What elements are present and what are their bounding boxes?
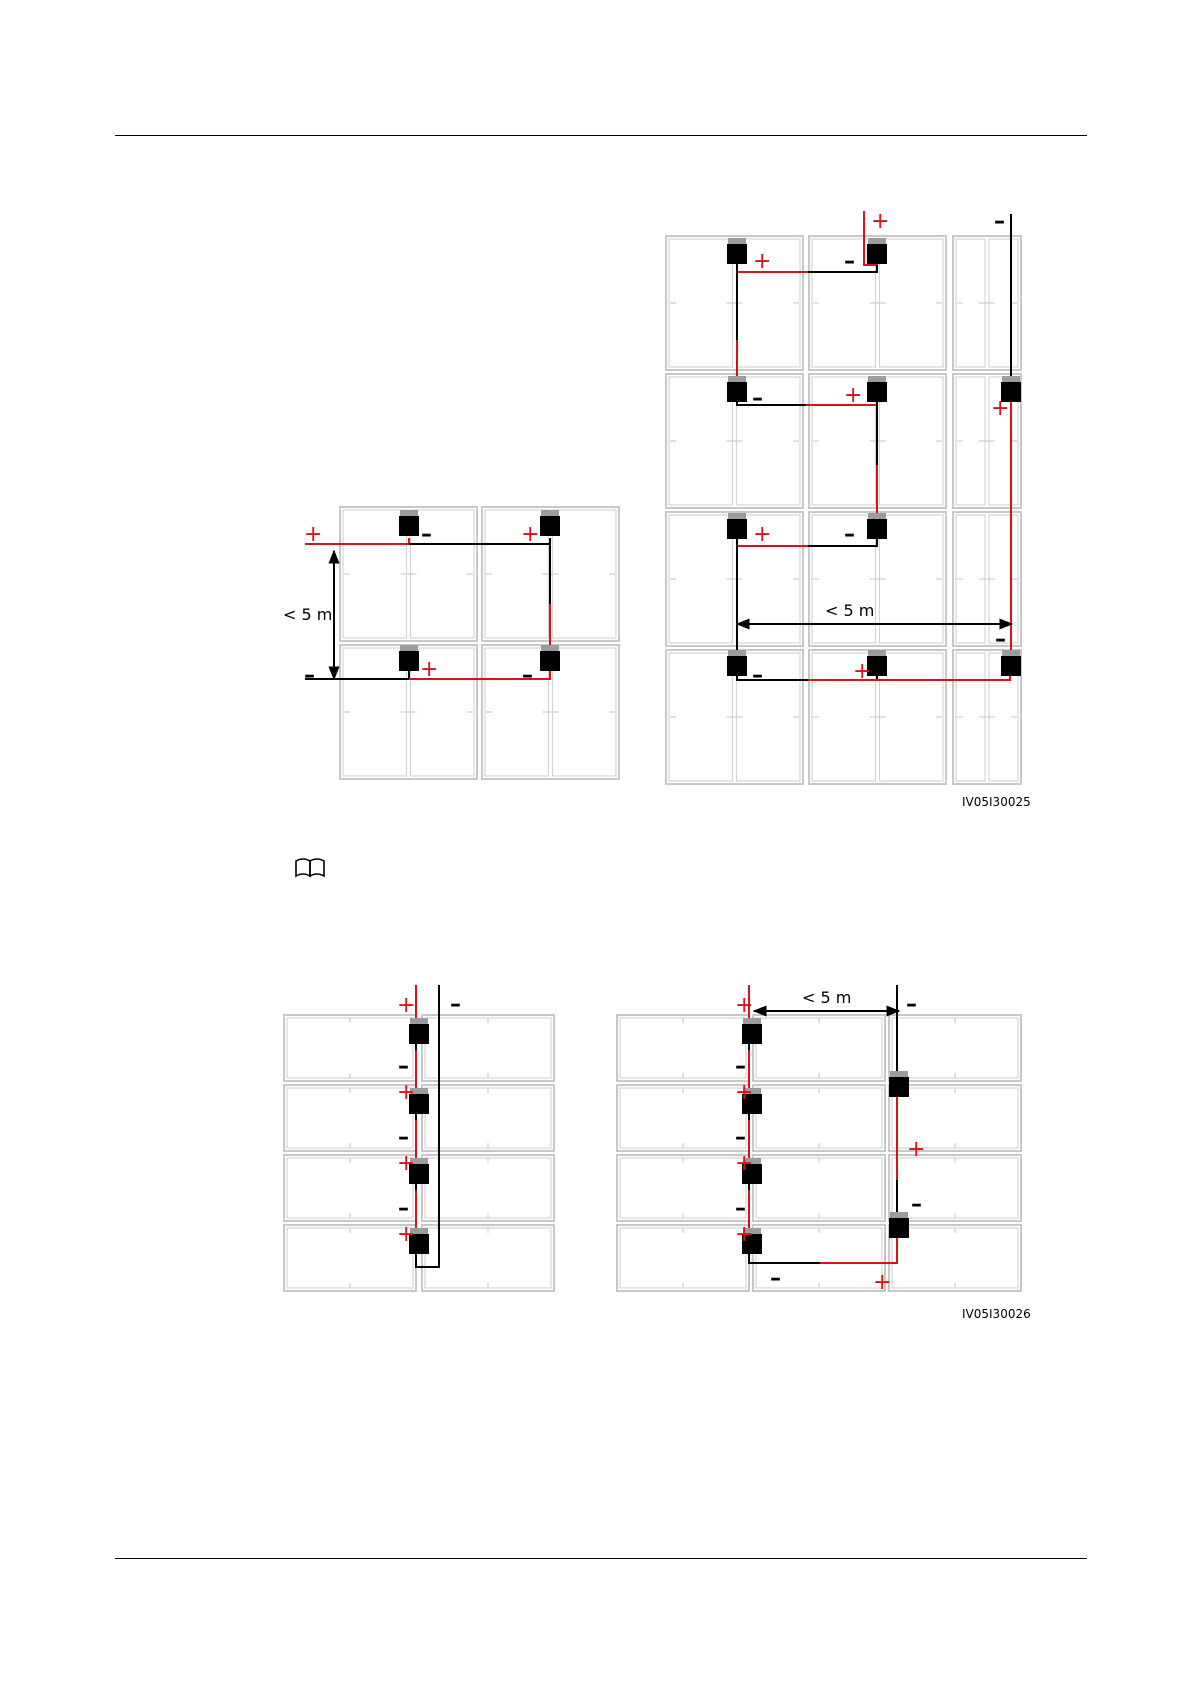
minus-label: –	[735, 1125, 746, 1150]
plus-label: +	[871, 209, 890, 234]
optimizer	[727, 650, 747, 676]
minus-label: –	[844, 249, 855, 274]
pv-module	[422, 1155, 554, 1221]
optimizer	[409, 1018, 429, 1044]
minus-label: –	[911, 1192, 922, 1217]
pv-module	[422, 1015, 554, 1081]
plus-label: +	[844, 383, 863, 408]
minus-label: –	[450, 992, 461, 1017]
pv-module	[617, 1155, 749, 1221]
plus-label: +	[735, 993, 754, 1018]
minus-label: –	[398, 1196, 409, 1221]
left-dimension-label: < 5 m	[283, 605, 333, 624]
plus-label: +	[397, 1151, 416, 1176]
optimizer	[727, 513, 747, 539]
minus-label: –	[994, 209, 1005, 234]
plus-label: +	[991, 396, 1010, 421]
pv-module	[889, 1155, 1021, 1221]
figure-id: IV05I30026	[962, 1307, 1031, 1321]
plus-label: +	[873, 1270, 892, 1295]
minus-label: –	[522, 663, 533, 688]
pv-module	[617, 1225, 749, 1291]
dimension-label: < 5 m	[802, 988, 852, 1007]
minus-label: –	[844, 522, 855, 547]
plus-label: +	[753, 522, 772, 547]
minus-label: –	[398, 1125, 409, 1150]
plus-label: +	[420, 657, 439, 682]
pv-module	[753, 1085, 885, 1151]
minus-label: –	[735, 1196, 746, 1221]
optimizer	[540, 510, 560, 536]
optimizer	[727, 238, 747, 264]
plus-label: +	[397, 993, 416, 1018]
plus-label: +	[853, 659, 872, 684]
pv-module	[617, 1015, 749, 1081]
minus-label: –	[735, 1054, 746, 1079]
minus-label: –	[398, 1054, 409, 1079]
pv-module	[889, 1015, 1021, 1081]
minus-label: –	[752, 663, 763, 688]
pv-module	[284, 1015, 416, 1081]
optimizer	[1001, 650, 1021, 676]
pv-module	[617, 1085, 749, 1151]
pv-module	[422, 1085, 554, 1151]
plus-label: +	[753, 249, 772, 274]
plus-label: +	[735, 1222, 754, 1247]
optimizer	[867, 238, 887, 264]
minus-label: –	[304, 663, 315, 688]
pv-module-array	[284, 236, 1021, 1291]
plus-label: +	[521, 522, 540, 547]
optimizer	[867, 376, 887, 402]
optimizer	[727, 376, 747, 402]
right-dimension-label: < 5 m	[825, 601, 875, 620]
minus-label: –	[752, 386, 763, 411]
plus-label: +	[907, 1137, 926, 1162]
optimizer	[540, 645, 560, 671]
plus-label: +	[397, 1222, 416, 1247]
minus-label: –	[906, 992, 917, 1017]
minus-label: –	[421, 522, 432, 547]
optimizer	[742, 1018, 762, 1044]
optimizer	[889, 1071, 909, 1097]
plus-label: +	[735, 1080, 754, 1105]
optimizer	[867, 513, 887, 539]
pv-module	[753, 1155, 885, 1221]
plus-label: +	[397, 1080, 416, 1105]
optimizer	[399, 510, 419, 536]
minus-label: –	[995, 627, 1006, 652]
plus-label: +	[304, 522, 323, 547]
figure-id: IV05I30025	[962, 795, 1031, 809]
optimizer	[889, 1212, 909, 1238]
book-icon	[296, 859, 324, 876]
pv-module	[753, 1015, 885, 1081]
plus-label: +	[735, 1151, 754, 1176]
pv-module	[422, 1225, 554, 1291]
minus-label: –	[770, 1266, 781, 1291]
optimizer	[399, 645, 419, 671]
